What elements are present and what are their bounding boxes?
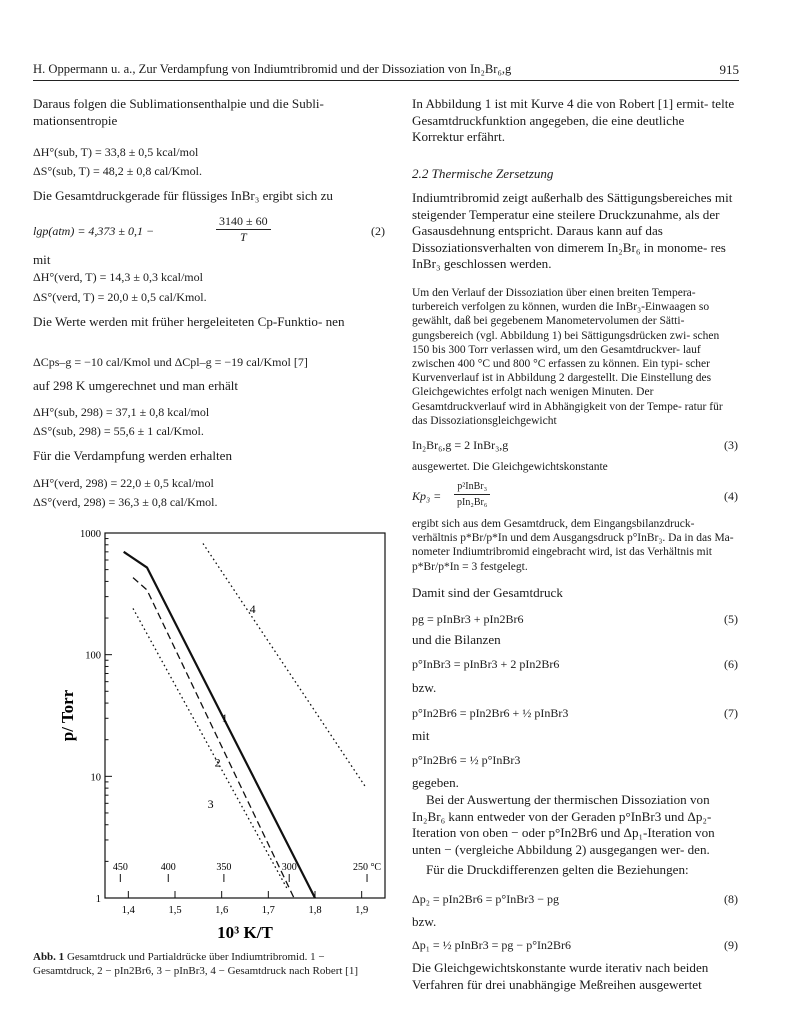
series-line-3	[133, 608, 287, 888]
caption-text: Gesamtdruck und Partialdrücke über Indiumtribromid. 1 − Gesamtdruck, 2 − pIn2Br6, 3 − pInBr3, 4 − Gesamtdruck nach Robert [1]	[33, 951, 359, 977]
equation-6	[412, 657, 738, 672]
left-paragraph-5: Für die Verdampfung werden erhalten	[33, 448, 233, 463]
section-heading: 2.2 Thermische Zersetzung	[412, 166, 554, 181]
bzw-2: bzw.	[412, 914, 437, 929]
right-paragraph-6: Damit sind der Gesamtdruck	[412, 585, 563, 600]
equation-8-text: Δp₂ = pIn2Br6 = p°InBr3 − pg	[412, 892, 559, 906]
equation-2-numerator: 3140 ± 60	[216, 214, 271, 230]
equation-dH-verd: ΔH°(verd, T) = 14,3 ± 0,3 kcal/mol	[33, 270, 203, 284]
right-paragraph-10: Für die Druckdifferenzen gelten die Beziehungen:	[426, 862, 689, 877]
equation-7-number: (7)	[724, 706, 738, 720]
equation-2-number: (2)	[371, 224, 385, 238]
y-tick-label: 1	[95, 894, 101, 905]
equation-5-number: (5)	[724, 612, 738, 626]
pressure-chart	[33, 518, 393, 948]
left-paragraph-4: auf 298 K umgerechnet und man erhält	[33, 378, 239, 393]
equation-8	[412, 892, 738, 907]
series-label-2: 2	[214, 755, 221, 770]
y-tick-label: 1000	[80, 529, 101, 540]
series-label-1: 1	[221, 710, 228, 725]
temperature-tick-label: 250 °C	[352, 862, 382, 873]
right-paragraph-4: ausgewertet. Die Gleichgewichtskonstante	[412, 461, 608, 473]
figure-caption	[33, 950, 385, 978]
right-paragraph-1: In Abbildung 1 ist mit Kurve 4 die von Robert [1] ermit- telte Gesamtdruckfunktion angegeben, die eine deutliche Korrektur erfährt.	[412, 96, 735, 144]
right-paragraph-9: Bei der Auswertung der thermischen Dissoziation von In₂Br₆ kann entweder von der Geraden p°InBr3 und Δp₂-Iteration von oben − oder p°In2Br6 und Δp₁-Iteration von unten − (vergleiche Abbildung 2) ausgegangen wer- den.	[412, 792, 715, 857]
temperature-tick-label: 300	[281, 862, 297, 873]
plot-frame	[105, 533, 385, 898]
x-tick-label: 1,6	[215, 905, 229, 916]
equation-dS-verd-298: ΔS°(verd, 298) = 36,3 ± 0,8 cal/Kmol.	[33, 495, 218, 509]
chart-labels	[58, 529, 381, 942]
equation-9-text: Δp₁ = ½ pInBr3 = pg − p°In2Br6	[412, 938, 571, 952]
right-paragraph-7: und die Bilanzen	[412, 632, 501, 647]
equation-7	[412, 706, 738, 721]
equation-8-number: (8)	[724, 892, 738, 906]
y-tick-label: 100	[85, 650, 101, 662]
left-paragraph-2: Die Gesamtdruckgerade für flüssiges InBr₃ ergibt sich zu	[33, 188, 333, 203]
series-line-2	[133, 578, 294, 898]
left-paragraph-1: Daraus folgen die Sublimationsenthalpie und die Subli- mationsentropie	[33, 96, 324, 128]
equation-6-text: p°InBr3 = pInBr3 + 2 pIn2Br6	[412, 657, 560, 671]
page-number: 915	[719, 62, 739, 77]
equation-2-lhs: lgp(atm) = 4,373 ± 0,1 −	[33, 224, 155, 238]
equation-dCp: ΔCps–g = −10 cal/Kmol und ΔCpl–g = −19 cal/Kmol [7]	[33, 355, 308, 369]
equation-dS-sub-298: ΔS°(sub, 298) = 55,6 ± 1 cal/Kmol.	[33, 424, 204, 438]
series-label-3: 3	[207, 796, 214, 811]
bzw-1: bzw.	[412, 680, 437, 695]
equation-4-numerator: p²InBr₃	[454, 479, 490, 495]
series-line-1	[124, 552, 315, 898]
header-rule	[33, 80, 739, 81]
x-axis-label: 10³ K/T	[217, 923, 273, 942]
equation-9	[412, 938, 738, 953]
equation-2-denominator: T	[239, 230, 247, 244]
right-paragraph-5: ergibt sich aus dem Gesamtdruck, dem Eingangsbilanzdruck- verhältnis p*Br/p*In und dem Ausgangsdruck p°InBr₃. Da in das Ma- nometer Indiumtribromid eingebracht wird, ist das Verhältnis mit p*Br/p*In = 3 festgelegt.	[412, 518, 734, 573]
equation-7-text: p°In2Br6 = pIn2Br6 + ½ pInBr3	[412, 706, 569, 720]
equation-9-number: (9)	[724, 938, 738, 952]
left-mit: mit	[33, 252, 51, 267]
equation-5-text: pg = pInBr3 + pIn2Br6	[412, 612, 524, 626]
series-line-4	[203, 543, 366, 788]
equation-3-text: In₂Br₆,g = 2 InBr₃,g	[412, 438, 509, 452]
x-tick-label: 1,4	[121, 905, 135, 916]
series-label-4: 4	[249, 602, 256, 617]
x-tick-label: 1,5	[168, 905, 182, 916]
temperature-tick-label: 450	[112, 862, 128, 873]
caption-label: Abb. 1	[33, 951, 65, 963]
x-tick-label: 1,9	[355, 905, 369, 916]
chart-series	[124, 543, 367, 898]
equation-2-fraction	[216, 214, 271, 245]
left-paragraph-3: Die Werte werden mit früher hergeleiteten Cp-Funktio- nen	[33, 314, 345, 329]
equation-4-fraction	[454, 479, 490, 510]
equation-3	[412, 438, 738, 453]
equation-2	[33, 214, 385, 250]
x-tick-label: 1,8	[308, 905, 322, 916]
right-paragraph-11: Die Gleichgewichtskonstante wurde iterativ nach beiden Verfahren für drei unabhängige Meßreihen ausgewertet	[412, 960, 709, 992]
equation-7b: p°In2Br6 = ½ p°InBr3	[412, 753, 521, 767]
x-tick-label: 1,7	[261, 905, 275, 916]
equation-5	[412, 612, 738, 627]
equation-4-number: (4)	[724, 489, 738, 503]
y-tick-label: 10	[90, 772, 101, 784]
equation-6-number: (6)	[724, 657, 738, 671]
right-paragraph-8: gegeben.	[412, 775, 459, 790]
equation-dH-sub-298: ΔH°(sub, 298) = 37,1 ± 0,8 kcal/mol	[33, 405, 210, 419]
equation-4-denominator: pIn₂Br₆	[457, 497, 488, 508]
equation-4	[412, 479, 738, 515]
right-paragraph-3: Um den Verlauf der Dissoziation über einen breiten Tempera- turbereich verfolgen zu können, wurden die InBr₃-Einwaagen so gewählt, daß bei gegebenem Manometervolumen der Sätti- gungsbereich (vgl. Abbildung 1) bei Sättigungsdrücken zwi- schen 150 bis 300 Torr verlassen wird, um den Gesamtdruckver- lauf zwischen 400 °C und 800 °C erfassen zu können. Ein typi- scher Kurvenverlauf ist in Abbildung 2 dargestellt. Die Einstellung des Gleichgewichtes erfolgt nach wenigen Minuten. Der Gesamtdruckverlauf wird in Abhängigkeit von der Tempe- ratur für das Dissoziationsgleichgewicht	[412, 287, 723, 427]
equation-4-lhs: Kp₃ =	[412, 489, 442, 503]
chart-axes	[105, 533, 385, 898]
equation-dS-verd: ΔS°(verd, T) = 20,0 ± 0,5 cal/Kmol.	[33, 290, 207, 304]
right-mit: mit	[412, 728, 430, 743]
equation-dH-verd-298: ΔH°(verd, 298) = 22,0 ± 0,5 kcal/mol	[33, 476, 214, 490]
equation-3-number: (3)	[724, 438, 738, 452]
running-title: H. Oppermann u. a., Zur Verdampfung von Indiumtribromid und der Dissoziation von In₂Br₆,g	[33, 62, 512, 76]
y-axis-label: p/ Torr	[58, 689, 77, 742]
right-paragraph-2: Indiumtribromid zeigt außerhalb des Sättigungsbereiches mit steigender Temperatur eine steilere Druckzunahme, als der Gasausdehnung entspricht. Daraus kann auf das Dissoziationsverhalten von dimerem In₂Br₆ in monome- res InBr₃ geschlossen werden.	[412, 190, 733, 271]
equation-dS-sub: ΔS°(sub, T) = 48,2 ± 0,8 cal/Kmol.	[33, 164, 202, 178]
running-header	[33, 62, 739, 77]
equation-dH-sub: ΔH°(sub, T) = 33,8 ± 0,5 kcal/mol	[33, 145, 199, 159]
temperature-tick-label: 400	[160, 862, 176, 873]
temperature-tick-label: 350	[216, 862, 232, 873]
